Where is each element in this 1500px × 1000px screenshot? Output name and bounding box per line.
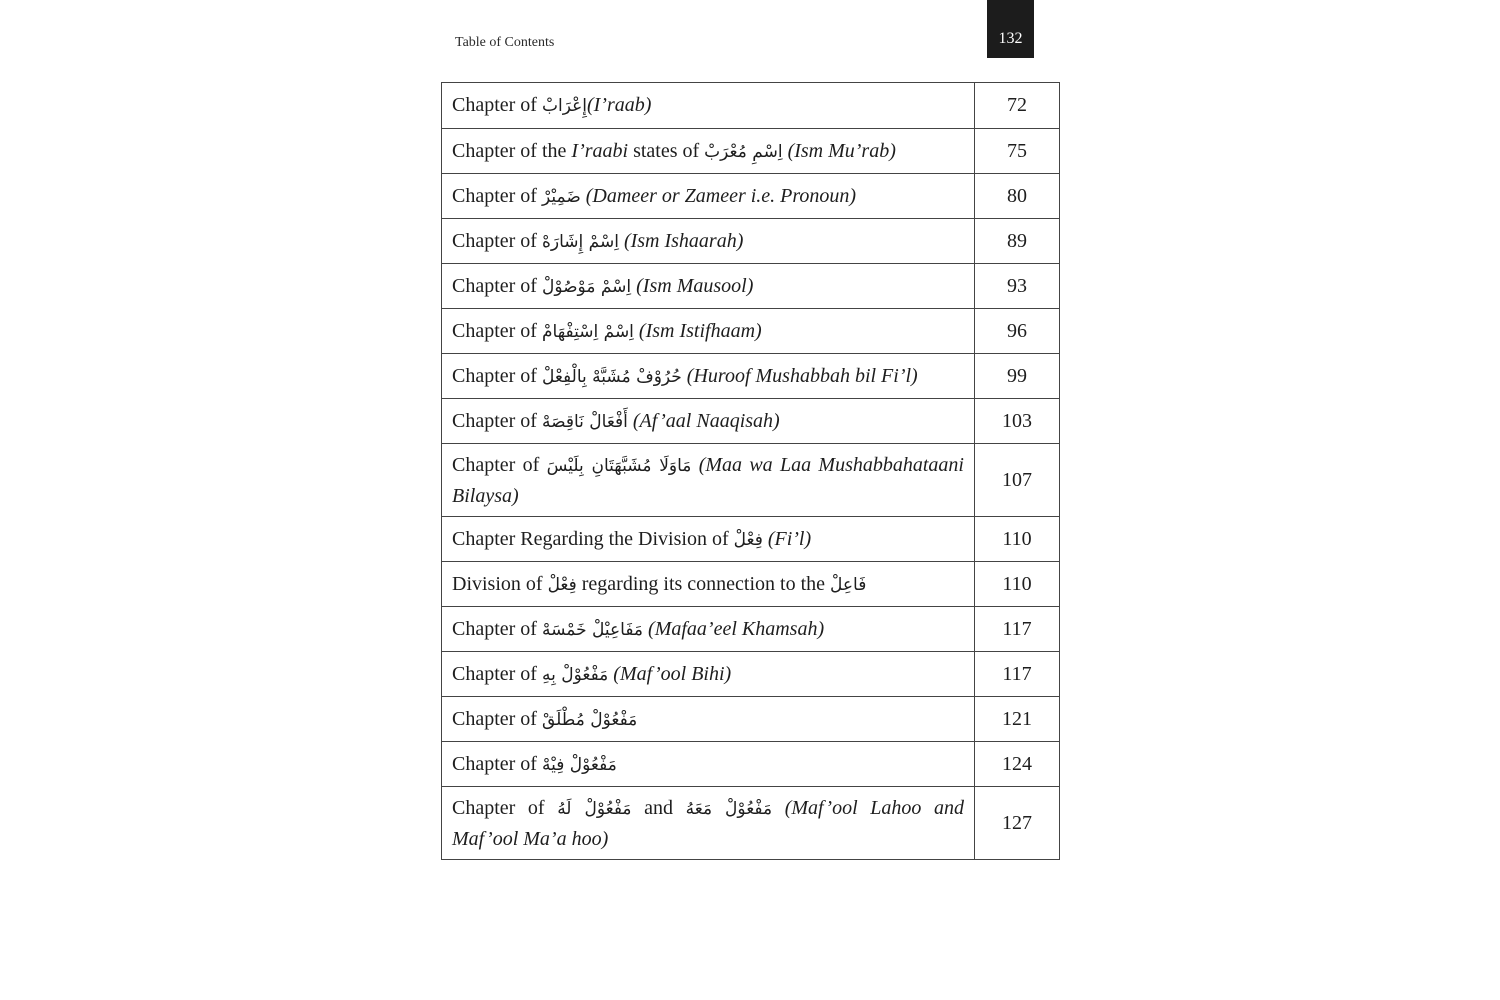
toc-entry-title bbox=[442, 697, 975, 742]
toc-entry-page: 110 bbox=[975, 562, 1060, 607]
toc-row[interactable] bbox=[442, 174, 1060, 219]
arabic-term: اِسْمِ مُعْرَبْ bbox=[704, 141, 783, 162]
entry-text: Chapter of bbox=[452, 453, 547, 476]
toc-entry-title bbox=[442, 264, 975, 309]
page-number: 132 bbox=[987, 0, 1034, 58]
entry-text: Chapter of bbox=[452, 707, 542, 730]
toc-entry-page: 117 bbox=[975, 607, 1060, 652]
entry-text: Chapter of bbox=[452, 752, 542, 775]
toc-entry-title bbox=[442, 607, 975, 652]
arabic-term: مَاوَلَا مُشَبَّهَتَانِ بِلَيْسَ bbox=[546, 455, 692, 476]
toc-row[interactable] bbox=[442, 83, 1060, 129]
toc-entry-title bbox=[442, 219, 975, 264]
toc-entry-title bbox=[442, 517, 975, 562]
arabic-term: مَفَاعِيْلْ خَمْسَهْ bbox=[541, 619, 644, 640]
toc-entry-page: 75 bbox=[975, 129, 1060, 174]
toc-entry-page: 89 bbox=[975, 219, 1060, 264]
toc-entry-title bbox=[442, 399, 975, 444]
entry-text: Chapter of the bbox=[452, 139, 572, 162]
toc-entry-page: 124 bbox=[975, 742, 1060, 787]
arabic-term: مَفْعُوْلْ فِيْهْ bbox=[541, 754, 617, 775]
toc-row[interactable] bbox=[442, 607, 1060, 652]
transliteration: (Ism Mu’rab) bbox=[782, 139, 896, 162]
toc-entry-title bbox=[442, 444, 975, 517]
entry-text: Division of bbox=[452, 572, 548, 595]
arabic-term: مَفْعُوْلْ بِهِ bbox=[541, 664, 609, 685]
toc-row[interactable] bbox=[442, 264, 1060, 309]
toc-entry-title bbox=[442, 787, 975, 860]
transliteration: (Dameer or Zameer i.e. Pronoun) bbox=[580, 184, 857, 207]
transliteration: (Maf’ool Lahoo and Maf’ool Ma’a hoo) bbox=[452, 796, 964, 850]
toc-entry-title bbox=[442, 354, 975, 399]
entry-text: and bbox=[631, 796, 686, 819]
entry-text: Chapter of bbox=[452, 364, 542, 387]
transliteration: (Af’aal Naaqisah) bbox=[627, 409, 780, 432]
transliteration: (Huroof Mushabbah bil Fi’l) bbox=[681, 364, 918, 387]
arabic-term: مَفْعُوْلْ مَعَهُ bbox=[685, 798, 773, 819]
toc-row[interactable] bbox=[442, 517, 1060, 562]
transliteration: (Mafaa’eel Khamsah) bbox=[643, 617, 825, 640]
entry-text: Chapter of bbox=[452, 662, 542, 685]
toc-entry-page: 96 bbox=[975, 309, 1060, 354]
toc-row[interactable] bbox=[442, 354, 1060, 399]
arabic-term: اِسْمْ إِشَارَهْ bbox=[541, 231, 619, 252]
transliteration: (Ism Ishaarah) bbox=[618, 229, 744, 252]
entry-text: Chapter of bbox=[452, 274, 542, 297]
toc-row[interactable] bbox=[442, 652, 1060, 697]
toc-row[interactable] bbox=[442, 219, 1060, 264]
entry-text: states of bbox=[628, 139, 705, 162]
arabic-term: مَفْعُوْلْ مُطْلَقْ bbox=[541, 709, 638, 730]
arabic-term: فِعْلْ bbox=[547, 574, 577, 595]
toc-row[interactable] bbox=[442, 697, 1060, 742]
toc-row[interactable] bbox=[442, 562, 1060, 607]
toc-entry-page: 103 bbox=[975, 399, 1060, 444]
transliteration: (Ism Istifhaam) bbox=[633, 319, 762, 342]
transliteration: (I’raab) bbox=[586, 94, 652, 116]
entry-text: Chapter of bbox=[452, 94, 542, 116]
arabic-term: مَفْعُوْلْ لَهُ bbox=[557, 798, 632, 819]
table-of-contents bbox=[441, 82, 1060, 860]
entry-text: Chapter Regarding the Division of bbox=[452, 527, 734, 550]
transliteration: I’raabi bbox=[571, 139, 629, 162]
toc-entry-title bbox=[442, 562, 975, 607]
entry-text: Chapter of bbox=[452, 617, 542, 640]
toc-entry-page: 107 bbox=[975, 444, 1060, 517]
toc-row[interactable] bbox=[442, 129, 1060, 174]
toc-entry-page: 110 bbox=[975, 517, 1060, 562]
arabic-term: اِسْمْ مَوْصُوْلْ bbox=[541, 276, 632, 297]
toc-entry-page: 117 bbox=[975, 652, 1060, 697]
transliteration: (Fi’l) bbox=[762, 527, 812, 550]
entry-text: Chapter of bbox=[452, 409, 542, 432]
entry-text: Chapter of bbox=[452, 184, 542, 207]
toc-entry-title bbox=[442, 309, 975, 354]
toc-row[interactable] bbox=[442, 742, 1060, 787]
toc-entry-title bbox=[442, 129, 975, 174]
transliteration: (Maf’ool Bihi) bbox=[608, 662, 732, 685]
arabic-term: إِعْرَابْ bbox=[541, 96, 587, 116]
arabic-term: حُرُوْفْ مُشَبَّهْ بِالْفِعْلْ bbox=[541, 366, 682, 387]
toc-row[interactable] bbox=[442, 444, 1060, 517]
entry-text: Chapter of bbox=[452, 319, 542, 342]
toc-entry-title bbox=[442, 652, 975, 697]
toc-entry-page: 93 bbox=[975, 264, 1060, 309]
toc-entry-page: 121 bbox=[975, 697, 1060, 742]
toc-entry-page: 127 bbox=[975, 787, 1060, 860]
entry-text: Chapter of bbox=[452, 796, 558, 819]
toc-entry-page: 72 bbox=[975, 83, 1060, 129]
toc-entry-title bbox=[442, 174, 975, 219]
arabic-term: اِسْمْ اِسْتِفْهَامْ bbox=[541, 321, 634, 342]
arabic-term: فَاعِلْ bbox=[830, 574, 867, 595]
toc-row[interactable] bbox=[442, 309, 1060, 354]
toc-row[interactable] bbox=[442, 399, 1060, 444]
toc-entry-title bbox=[442, 742, 975, 787]
arabic-term: فِعْلْ bbox=[733, 529, 763, 550]
running-head: Table of Contents bbox=[455, 35, 555, 50]
toc-row[interactable] bbox=[442, 787, 1060, 860]
toc-entry-page: 99 bbox=[975, 354, 1060, 399]
toc-entry-page: 80 bbox=[975, 174, 1060, 219]
toc-entry-title bbox=[442, 83, 975, 129]
arabic-term: أَفْعَالْ نَاقِصَهْ bbox=[541, 411, 628, 432]
transliteration: (Maa wa Laa Mushabbahataani Bilaysa) bbox=[452, 453, 964, 507]
arabic-term: ضَمِيْرْ bbox=[541, 186, 581, 207]
entry-text: Chapter of bbox=[452, 229, 542, 252]
transliteration: (Ism Mausool) bbox=[631, 274, 754, 297]
entry-text: regarding its connection to the bbox=[576, 572, 831, 595]
